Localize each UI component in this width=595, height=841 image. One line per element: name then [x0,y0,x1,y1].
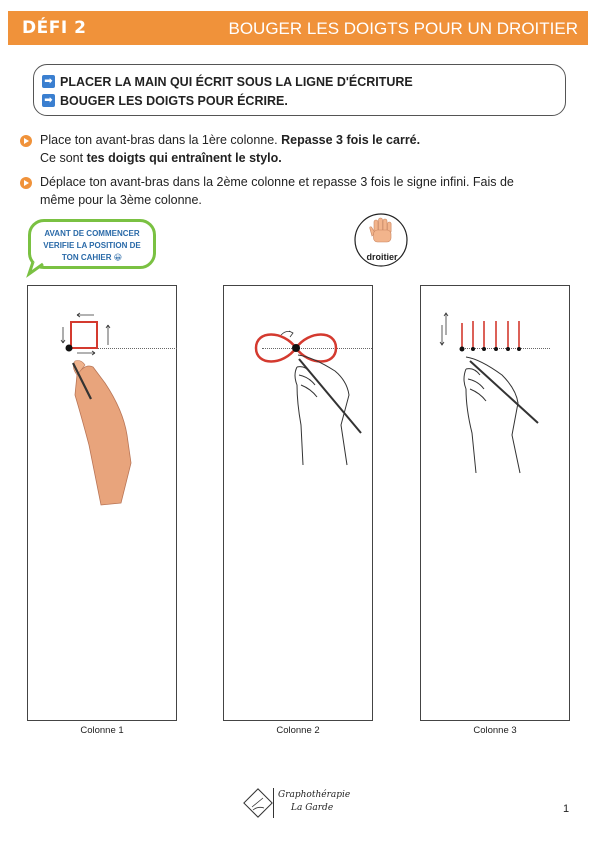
hand-outline-illustration [295,355,361,465]
bubble-text: TON CAHIER 😀 [61,253,123,262]
raised-hand-icon [370,218,391,242]
footer-logo [241,786,351,822]
step-text-bold: Repasse 3 fois le carré. [281,133,421,147]
vertical-strokes [462,321,519,349]
start-dot [66,345,73,352]
column-1-illustration [27,285,177,721]
up-down-arrows [440,313,448,345]
bubble-text: AVANT DE COMMENCER [44,229,140,238]
step-2 [40,173,560,209]
step-text: même pour la 3ème colonne. [40,193,202,207]
bullet-icon [20,177,32,189]
page-title: BOUGER LES DOIGTS POUR UN DROITIER [228,19,578,38]
step-text-bold: tes doigts qui entraînent le stylo. [86,151,282,165]
step-text: Place ton avant-bras dans la 1ère colonne. [40,133,282,147]
challenge-number: DÉFI 2 [22,18,87,38]
hand-outline-illustration [464,357,538,473]
step-text: Déplace ton avant-bras dans la 2ème colonne et repasse 3 fois le signe infini. Fais de [40,175,514,189]
instruction-line [42,91,565,110]
arrow-right-icon: ➡ [42,94,55,107]
handedness-label: droitier [366,252,398,262]
square-shape [71,322,97,348]
bubble-text: VERIFIE LA POSITION DE [43,241,141,250]
instruction-text: BOUGER LES DOIGTS POUR ÉCRIRE. [60,93,288,108]
bullet-icon [20,135,32,147]
column-2-illustration [223,285,373,721]
logo-diamond-icon [241,786,275,820]
stroke-dots [460,347,522,352]
instruction-line [42,72,565,91]
column-3-illustration [420,285,570,721]
column-1-label: Colonne 1 [80,725,124,736]
logo-text: La Garde [291,803,334,813]
instruction-text: PLACER LA MAIN QUI ÉCRIT SOUS LA LIGNE D'ÉCRITURE [60,74,413,89]
bubble-tail [29,262,49,276]
step-1 [40,131,560,167]
column-2-label: Colonne 2 [276,725,320,736]
page-header [8,11,588,45]
logo-text: Graphothérapie [278,790,351,800]
step-text: Ce sont [40,151,87,165]
writing-hand-illustration [73,361,131,506]
column-3-label: Colonne 3 [473,725,517,736]
instruction-box [33,64,566,116]
start-dot [292,344,300,352]
page-number: 1 [563,803,570,815]
arrow-right-icon: ➡ [42,75,55,88]
